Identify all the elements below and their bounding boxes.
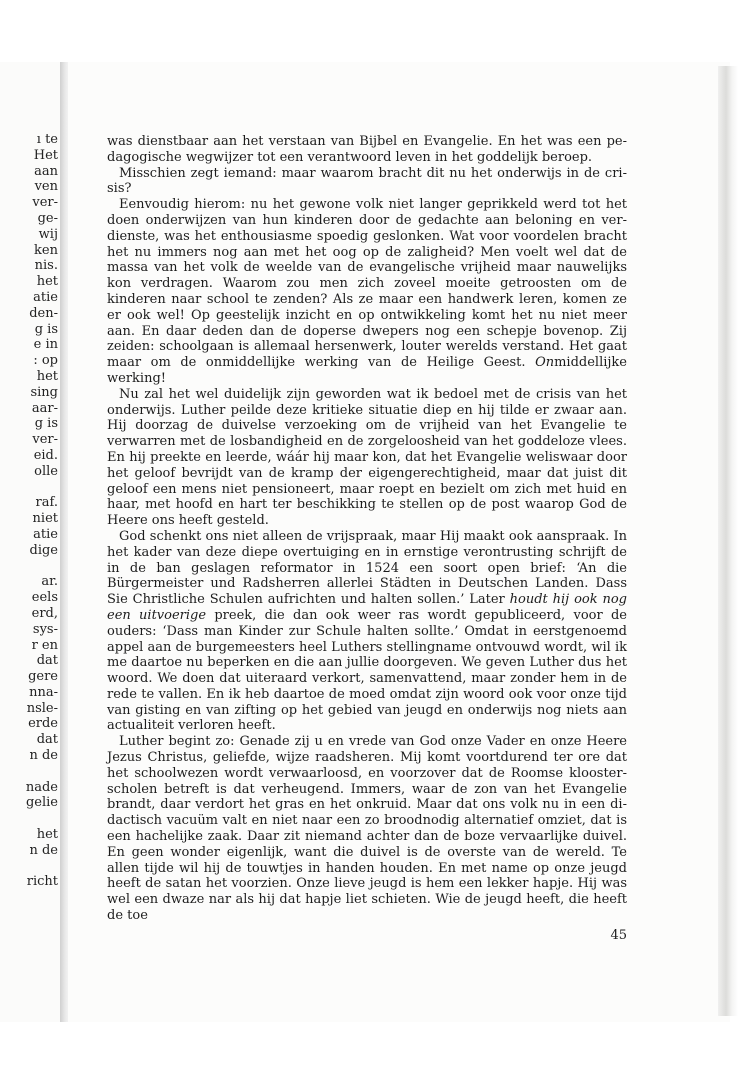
paragraph: Nu zal het wel duidelijk zijn geworden wat ik bedoel met de crisis van het onderwijs. Luther peilde deze kritieke situatie diep en hij tilde er zwaar aan. Hij doorzag de duivelse verzoeking om de vrijheid van het Evangelie te verwarren met de losbandigheid en de zorgeloosheid van het goddeloze vlees. En hij preekte en leerde, wáár hij maar kon, dat het Evangelie weliswaar door het geloof bevrijdt van de kramp der eigengerechtigheid, maar dat juist dit geloof een mens niet pensioneert, maar roept en bezielt om zich met huid en haar, met hoofd en hart ter beschikking te stellen op de post waarop God de Heere ons heeft gesteld. xyxy=(107,386,627,529)
left-page-line: g is xyxy=(34,416,58,432)
left-page-line: g is xyxy=(34,321,58,337)
emphasis-text: On xyxy=(535,355,555,371)
left-page-line: ver- xyxy=(32,432,58,448)
left-page xyxy=(0,62,64,1022)
left-page-line: sing xyxy=(30,384,58,400)
paragraph xyxy=(107,529,627,734)
left-page-line: ar. xyxy=(41,574,58,590)
left-page-line: sys- xyxy=(32,621,58,637)
page-edge xyxy=(718,66,738,1016)
left-page-line: ı te xyxy=(36,132,58,147)
left-page-line: ver- xyxy=(32,195,58,211)
left-page-line: dat xyxy=(36,653,58,669)
left-page-line xyxy=(26,859,58,875)
page-body-text xyxy=(107,134,627,924)
paragraph: Misschien zegt iemand: maar waarom bracht dit nu het onderwijs in de crisis? xyxy=(107,165,627,197)
left-page-line: e in xyxy=(33,337,58,353)
left-page-line: nsle- xyxy=(26,700,58,716)
left-page-line: aar- xyxy=(31,400,58,416)
left-page-line: erde xyxy=(28,716,58,732)
left-page-line: r en xyxy=(31,637,58,653)
left-page-line: gelie xyxy=(25,795,58,811)
left-page-line: raf. xyxy=(35,495,58,511)
left-page-line: atie xyxy=(33,526,58,542)
paragraph: Luther begint zo: Genade zij u en vrede van God onze Vader en onze Heere Jezus Christus, geliefde, wijze raadsheren. Mij komt voortdurend ter ore dat het schoolwezen wordt verwaarloosd, en voorzover dat de Roomse kloosterscholen betreft is dat verheugend. Immers, waar de zon van het Evangelie brandt, daar verdort het gras en het onkruid. Maar dat ons volk nu in een didactisch vacuüm valt en niet naar een zo broodnodig alternatief omziet, dat is een hachelijke zaak. Daar zit niemand achter dan de boze vervaarlijke duivel. En geen wonder eigenlijk, want die duivel is de overste van de wereld. Te allen tijde wil hij de touwtjes in handen houden. En met name op onze jeugd heeft de satan het voorzien. Onze lieve jeugd is hem een lekker hapje. Hij was wel een dwaze nar als hij dat hapje liet schieten. Wie de jeugd heeft, die heeft de toe xyxy=(107,734,627,924)
left-page-line: nade xyxy=(25,779,58,795)
left-page-line: aan xyxy=(34,163,58,179)
paragraph-text: Eenvoudig hierom: nu het gewone volk niet langer geprikkeld werd tot het doen onderwijzen van hun kinderen door de gedachte aan beloning en verdienste, was het enthousiasme spoedig geslonken. Wat voor voordelen bracht het nu immers nog aan met het oog op de zaligheid? Men voelt wel dat de massa van het volk de weelde van de evangelische vrijheid maar nauwelijks kon verdragen. Waarom zou men zich zoveel moeite getroosten om de kinderen naar school te zenden? Als ze maar een handwerk leren, komen ze er ook wel! Op geestelijk inzicht en op ontwikkeling komt het nu niet meer aan. En daar deden dan de doperse dwepers nog een schepje bovenop. Zij zeiden: schoolgaan is allemaal hersenwerk, louter werelds verstand. Het gaat maar om de onmiddellijke werking van de Heilige Geest. xyxy=(107,197,627,371)
left-page-line xyxy=(26,811,58,827)
left-page-line xyxy=(26,764,58,780)
left-page-line: ken xyxy=(34,242,58,258)
left-page-line: gere xyxy=(28,669,58,685)
left-page-line: wij xyxy=(38,226,58,242)
left-page-line: richt xyxy=(26,874,58,890)
left-page-line: atie xyxy=(33,289,58,305)
right-page xyxy=(68,62,730,1022)
paragraph xyxy=(107,197,627,387)
left-page-line: n de xyxy=(29,748,58,764)
left-page-text xyxy=(26,132,58,890)
left-page-line: den- xyxy=(29,305,58,321)
left-page-line: olle xyxy=(34,463,58,479)
left-page-line: Het xyxy=(33,147,58,163)
paragraph-text: middellijke werking! xyxy=(107,355,627,386)
page-number: 45 xyxy=(610,928,627,943)
left-page-line: eid. xyxy=(33,447,58,463)
emphasis-text: houdt hij ook nog een uitvoerige xyxy=(107,592,627,623)
paragraph-text: preek, die dan ook weer ras wordt gepubliceerd, voor de ouders: ‘Dass man Kinder zur Schule halten sollte.’ Omdat in eerstgenoemd appel aan de burgemeesters heel Luthers stellingname ontvouwd wordt, wil ik me daartoe nu beperken en die aan jullie doorgeven. We geven Luther dus het woord. We doen dat uiteraard verkort, samenvattend, maar zonder hem in de rede te vallen. En ik heb daartoe de moed omdat zijn woord ook voor onze tijd van gisting en van zifting op het gebied van jeugd en onderwijs nog niets aan actualiteit verloren heeft. xyxy=(107,607,627,734)
left-page-line: nna- xyxy=(29,684,58,700)
left-page-line: ven xyxy=(34,179,58,195)
left-page-line: : op xyxy=(33,353,58,369)
left-page-line xyxy=(26,559,58,575)
book-gutter xyxy=(60,62,68,1022)
left-page-line: n de xyxy=(29,842,58,858)
left-page-line: dige xyxy=(29,542,58,558)
left-page-line xyxy=(26,480,58,496)
paragraph-text: God schenkt ons niet alleen de vrijspraak, maar Hij maakt ook aanspraak. In het kader van deze diepe overtuiging en in ernstige verontrusting schrijft de in de ban geslagen reformator in 1524 een soort open brief: ‘An die Bürgermeister und Radsherren allerlei Städten in Deutschen Landen. Dass Sie Christliche Schulen aufrichten und halten sollen.’ Later xyxy=(107,528,627,608)
left-page-line: erd, xyxy=(31,605,58,621)
paragraph: was dienstbaar aan het verstaan van Bijbel en Evangelie. En het was een pedagogische wegwijzer tot een verantwoord leven in het goddelijk beroep. xyxy=(107,134,627,165)
left-page-line: het xyxy=(36,274,58,290)
left-page-line: eels xyxy=(31,590,58,606)
left-page-line: dat xyxy=(36,732,58,748)
left-page-line: niet xyxy=(32,511,58,527)
left-page-line: het xyxy=(36,827,58,843)
left-page-line: ge- xyxy=(37,210,58,226)
left-page-line: nis. xyxy=(34,258,58,274)
left-page-line: het xyxy=(36,368,58,384)
